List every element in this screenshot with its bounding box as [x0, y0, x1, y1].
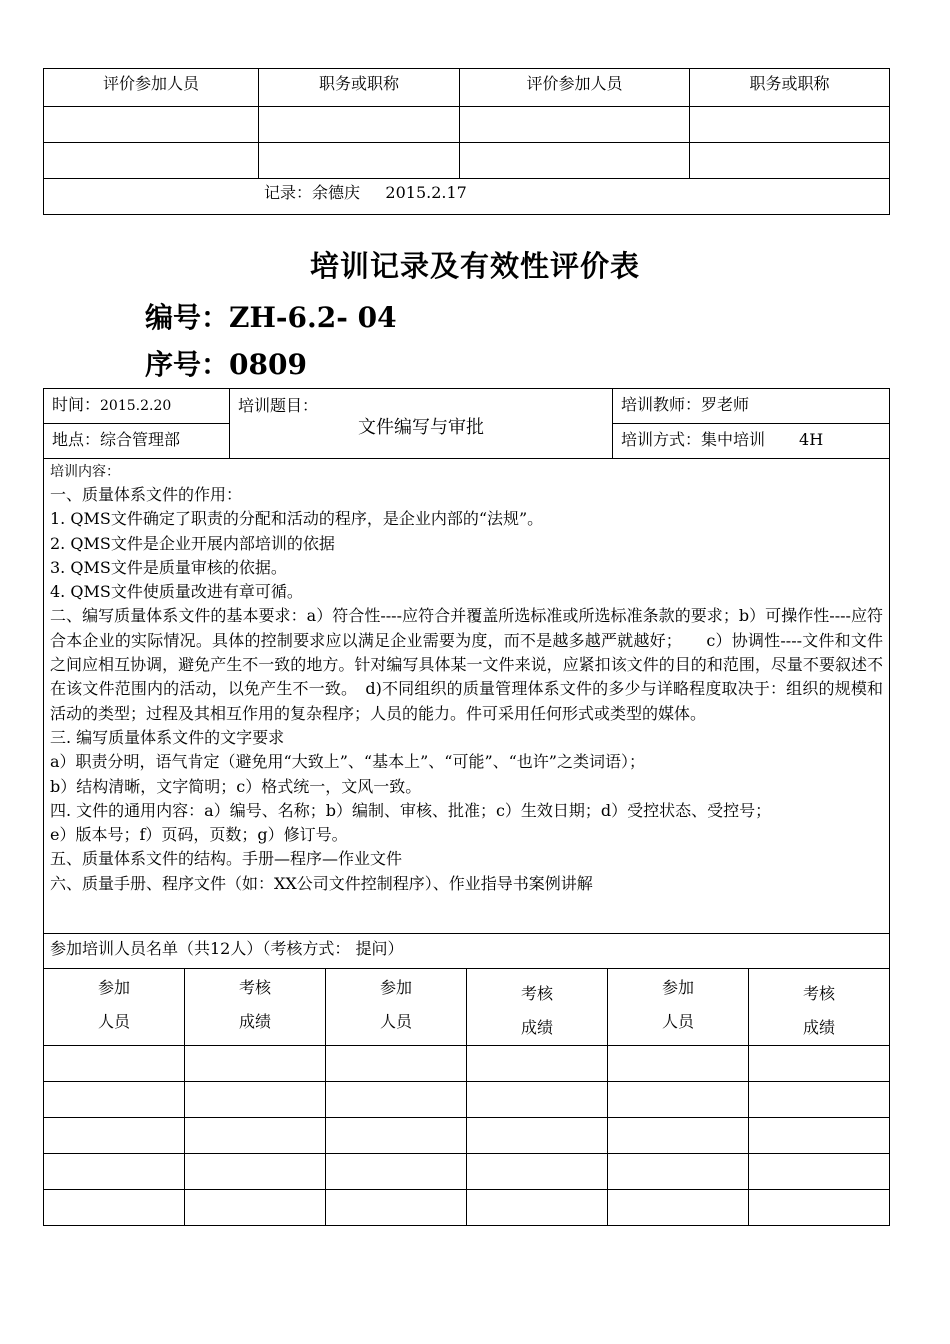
table-row: [44, 69, 890, 107]
content-line: 2. QMS文件是企业开展内部培训的依据: [50, 533, 335, 553]
subject-label: 培训题目：: [238, 396, 319, 415]
header-text: 成绩: [520, 1018, 553, 1037]
content-line: b）结构清晰，文字简明；c）格式统一，文风一致。: [50, 776, 422, 796]
table-cell[interactable]: [259, 107, 460, 143]
header-text: 参加: [661, 978, 694, 997]
table-cell[interactable]: [749, 1082, 890, 1118]
table-cell[interactable]: [44, 143, 259, 179]
table-row: [44, 1154, 890, 1190]
training-hours: 4H: [799, 430, 824, 449]
content-line: 三. 编写质量体系文件的文字要求: [50, 727, 285, 747]
table-row: [44, 1118, 890, 1154]
table-cell[interactable]: [259, 143, 460, 179]
table-cell[interactable]: [608, 1154, 749, 1190]
table-cell[interactable]: [690, 143, 890, 179]
table-cell[interactable]: [749, 1118, 890, 1154]
table-row: [44, 459, 890, 934]
training-record-table: [43, 388, 890, 969]
table-cell[interactable]: [326, 1118, 467, 1154]
table-cell[interactable]: [326, 1190, 467, 1226]
table-row: [44, 969, 890, 1046]
table-cell[interactable]: [467, 1046, 608, 1082]
table-cell[interactable]: [467, 1118, 608, 1154]
table-cell[interactable]: [608, 1046, 749, 1082]
header-text: 人员: [379, 1012, 412, 1031]
table-cell[interactable]: [44, 1154, 185, 1190]
column-header: [467, 969, 608, 1046]
table-row: [44, 1190, 890, 1226]
table-cell[interactable]: [749, 1190, 890, 1226]
table-row: [44, 389, 890, 424]
table-row: [44, 1046, 890, 1082]
header-text: 人员: [97, 1012, 130, 1031]
table-cell[interactable]: [467, 1154, 608, 1190]
training-teacher: 培训教师：罗老师: [613, 389, 890, 424]
table-cell[interactable]: [608, 1190, 749, 1226]
time-label: 时间：: [52, 395, 101, 414]
table-cell[interactable]: [185, 1118, 326, 1154]
time-value: 2015.2.20: [100, 398, 172, 414]
header-text: 考核: [802, 984, 835, 1003]
table-cell[interactable]: [44, 1118, 185, 1154]
table-cell[interactable]: [467, 1190, 608, 1226]
table-cell[interactable]: [185, 1046, 326, 1082]
table-cell[interactable]: [44, 1046, 185, 1082]
header-text: 参加: [97, 978, 130, 997]
content-label: 培训内容：: [50, 464, 120, 480]
content-line: 五、质量体系文件的结构。手册—程序—作业文件: [50, 849, 403, 869]
table-cell[interactable]: [326, 1154, 467, 1190]
table-cell[interactable]: [185, 1190, 326, 1226]
table-row: [44, 179, 890, 215]
column-header: 职务或职称: [259, 69, 460, 107]
table-cell[interactable]: [44, 107, 259, 143]
content-line: 4. QMS文件使质量改进有章可循。: [50, 582, 303, 602]
table-cell[interactable]: [326, 1046, 467, 1082]
training-time-cell: [44, 389, 230, 424]
column-header: [608, 969, 749, 1046]
content-line: e）版本号；f）页码，页数；g）修订号。: [50, 825, 348, 845]
header-text: 考核: [520, 984, 553, 1003]
participants-table: [43, 968, 890, 1226]
table-row: [44, 107, 890, 143]
table-cell[interactable]: [44, 1190, 185, 1226]
table-cell[interactable]: [690, 107, 890, 143]
content-line: 六、质量手册、程序文件（如：XX公司文件控制程序）、作业指导书案例讲解: [50, 873, 593, 893]
form-title: 培训记录及有效性评价表: [309, 249, 640, 283]
participants-summary: 参加培训人员名单（共12人）（考核方式： 提问）: [44, 934, 890, 969]
table-row: [44, 143, 890, 179]
form-serial: 序号：0809: [145, 348, 307, 381]
header-text: 人员: [661, 1012, 694, 1031]
column-header: 职务或职称: [690, 69, 890, 107]
content-line: 3. QMS文件是质量审核的依据。: [50, 557, 287, 577]
training-location: 地点：综合管理部: [44, 424, 230, 459]
table-cell[interactable]: [460, 143, 690, 179]
content-line: 四. 文件的通用内容：a）编号、名称；b）编制、审核、批准；c）生效日期；d）受控状态、受控号；: [50, 800, 772, 820]
column-header: [749, 969, 890, 1046]
table-cell[interactable]: [185, 1154, 326, 1190]
header-text: 成绩: [802, 1018, 835, 1037]
training-method-cell: [613, 424, 890, 459]
table-cell[interactable]: [608, 1118, 749, 1154]
table-cell[interactable]: [467, 1082, 608, 1118]
table-cell[interactable]: [185, 1082, 326, 1118]
training-subject-cell: [230, 389, 613, 459]
table-cell[interactable]: [44, 1082, 185, 1118]
table-cell[interactable]: [326, 1082, 467, 1118]
content-paragraph: 二、编写质量体系文件的基本要求：a）符合性----应符合并覆盖所选标准或所选标准条款的要求；b）可操作性----应符合本企业的实际情况。具体的控制要求应以满足企业需要为度，而不是越多越严就越好； c）协调性----文件和文件之间应相互协调，避免产生不一致的地方。针对编写具体某一文件来说，应紧扣该文件的目的和范围，尽量不要叙述不在该文件范围内的活动，以免产生不一致。 d)不同组织的质量管理体系文件的多少与详略程度取决于：组织的规模和活动的类型；过程及其相互作用的复杂程序；人员的能力。件可采用任何形式或类型的媒体。: [50, 606, 884, 723]
table-cell[interactable]: [608, 1082, 749, 1118]
content-line: 一、质量体系文件的作用：: [50, 485, 243, 504]
column-header: [326, 969, 467, 1046]
column-header: [44, 969, 185, 1046]
table-cell[interactable]: [460, 107, 690, 143]
column-header: 评价参加人员: [460, 69, 690, 107]
table-row: [44, 934, 890, 969]
header-text: 参加: [379, 978, 412, 997]
table-cell[interactable]: [749, 1046, 890, 1082]
evaluation-participants-table: [43, 68, 890, 215]
column-header: 评价参加人员: [44, 69, 259, 107]
content-line: 1. QMS文件确定了职责的分配和活动的程序，是企业内部的“法规”。: [50, 509, 544, 529]
form-code: 编号：ZH-6.2- 04: [145, 301, 397, 334]
header-text: 考核: [238, 978, 271, 997]
training-content: [44, 459, 890, 934]
table-cell[interactable]: [749, 1154, 890, 1190]
content-line: a）职责分明，语气肯定（避免用“大致上”、“基本上”、“可能”、“也许”之类词语）；: [50, 752, 645, 772]
column-header: [185, 969, 326, 1046]
training-method: 培训方式：集中培训: [621, 430, 766, 449]
subject-value: 文件编写与审批: [358, 417, 484, 438]
table-row: [44, 1082, 890, 1118]
record-line: 记录：余德庆 2015.2.17: [44, 179, 890, 215]
header-text: 成绩: [238, 1012, 271, 1031]
